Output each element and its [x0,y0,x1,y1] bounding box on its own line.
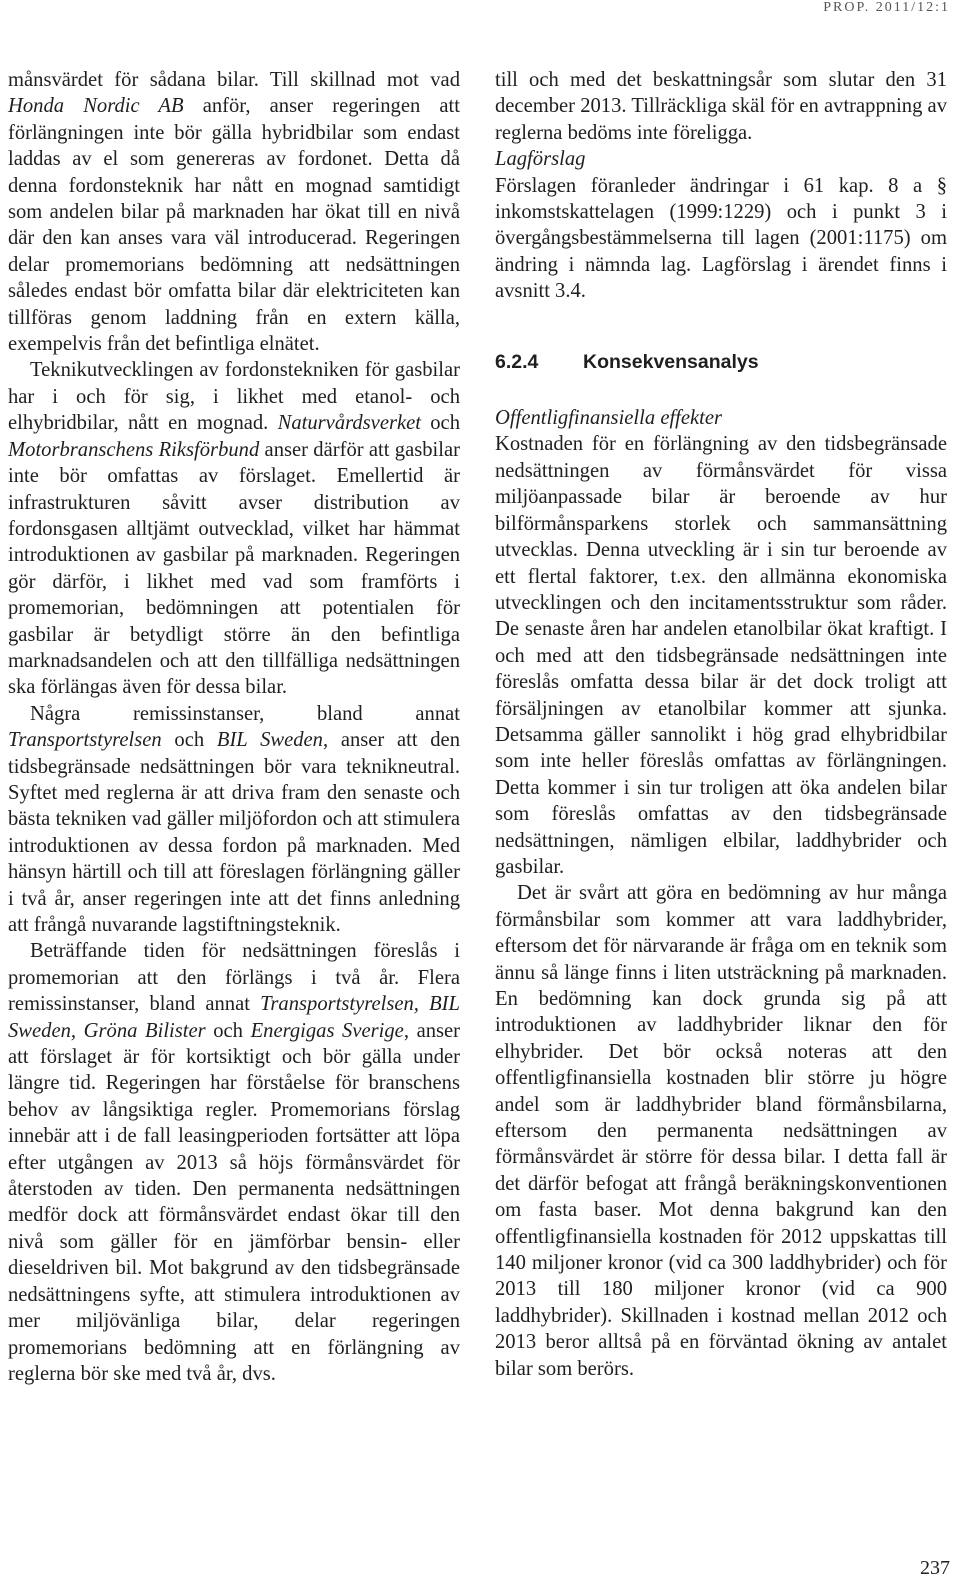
italic-run: Motorbranschens Riksförbund [8,438,260,461]
text-run: Några remissinstanser, bland annat [30,702,460,725]
italic-run: Transportstyrelsen, BIL Sweden, Gröna Bilister [8,993,460,1042]
section-number: 6.2.4 [495,350,539,373]
text-run: och [420,412,460,435]
paragraph [8,701,460,939]
right-column [495,67,947,1382]
left-column [8,67,460,1387]
paragraph: Det är svårt att göra en bedömning av hur många förmånsbilar som kommer att vara laddhybrider, eftersom det för närvarande är fråga om en teknik som ännu så länge finns i liten utsträckning på marknaden. En bedömning kan dock grunda sig på att introduktionen av laddhybrider liknar den för elhybrider. Det bör också noteras att den offentligfinansiella kostnaden blir större ju högre andel som är laddhybrider bland förmånsbilarna, eftersom den permanenta nedsättningen av förmånsvärdet är större för dessa bilar. I detta fall är det därför befogat att frångå beräkningskonventionen om fasta baser. Mot denna bakgrund kan den offentligfinansiella kostnaden för 2012 uppskattas till 140 miljoner kronor (vid ca 300 laddhybrider) och för 2013 till 180 miljoner kronor (vid ca 900 laddhybrider). Skillnaden i kostnad mellan 2012 och 2013 beror alltså på en förväntad ökning av antalet bilar som berörs. [495,882,947,1380]
lagforslag-heading: Lagförslag [495,148,586,171]
paragraph: Kostnaden för en förlängning av den tidsbegränsade nedsättningen av förmånsvärdet för vissa miljöanpassade bilar är beroende av hur bilförmånsparkens storlek och sammansättning utvecklas. Denna utveckling är i sin tur beroende av ett flertal faktorer, t.ex. den allmänna ekonomiska utvecklingen och den incitamentsstruktur som råder. De senaste åren har andelen etanolbilar ökat kraftigt. I och med att den tidsbegränsade nedsättningen inte föreslås omfatta dessa bilar är det dock troligt att försäljningen av etanolbilar kommer att sjunka. Detsamma gäller sannolikt i hög grad elhybridbilar som inte heller föreslås omfattas av förlängningen. Detta kommer i sin tur troligen att öka andelen bilar som föreslås omfattas av den tidsbegränsade nedsättningen, nämligen elbilar, laddhybrider och gasbilar. [495,433,947,878]
text-run: , anser att den tidsbegränsade nedsättningen bör vara teknikneutral. Syftet med reglerna är att driva fram den senaste och bästa tekniken vad gäller miljöfordon och att stimulera introduktionen av dessa fordon på marknaden. Med hänsyn härtill och till att föreslagen förlängning gäller i två år, anser regeringen inte att det finns anledning att frångå nuvarande lagstiftningsteknik. [8,729,460,936]
italic-run: Transportstyrelsen [8,729,162,752]
text-run: och [161,729,217,752]
page-number: 237 [920,1557,950,1579]
running-head: PROP. 2011/12:1 [823,0,950,15]
text-run: månsvärdet för sådana bilar. Till skillnad mot vad [8,69,460,91]
text-run: Teknikutvecklingen av fordonstekniken för gasbilar har i och för sig, i likhet med etanol- och elhybridbilar, nått en mognad. [8,359,460,435]
section-title: Konsekvensanalys [583,350,759,373]
paragraph [8,357,460,700]
text-run: , anser att förslaget är för kortsiktigt och bör gälla under längre tid. Regeringen har förståelse för branschens behov av långsiktiga regler. Promemorians förslag innebär att i de fall leasingperioden fortsätter att löpa efter utgången av 2013 så höjs förmånsvärdet för återstoden av tiden. Den permanenta nedsättningen medför dock att förmånsvärdet endast ökar till den nivå som gäller för en jämförbar bensin- eller dieseldriven bil. Mot bakgrund av den tidsbegränsade nedsättningens syfte, att stimulera introduktionen av mer miljövänliga bilar, delar regeringen promemorians bedömning att en förlängning av reglerna bör ske med två år, dvs. [8,1019,461,1385]
effects-heading: Offentligfinansiella effekter [495,407,723,430]
italic-run: Naturvårdsverket [277,412,421,435]
paragraph: till och med det beskattningsår som slutar den 31 december 2013. Tillräckliga skäl för en avtrappning av reglerna bedöms inte föreligga. [495,69,947,144]
section-heading [495,349,947,375]
paragraph [8,67,460,357]
text-run: Beträffande tiden för nedsättningen föreslås i promemorian att den förlängs i två år. Flera remissinstanser, bland annat [8,940,460,1016]
italic-run: BIL Sweden [216,729,323,752]
italic-run: Honda Nordic AB [8,95,184,118]
paragraph [8,938,460,1387]
paragraph: Förslagen föranleder ändringar i 61 kap. 8 a § inkomstskattelagen (1999:1229) och i punkt 3 i övergångsbestämmelserna till lagen (2001:1175) om ändring i nämnda lag. Lagförslag i ärendet finns i avsnitt 3.4. [495,174,947,303]
italic-run: Energigas Sverige [250,1019,404,1042]
text-run: anför, anser regeringen att förlängningen inte bör gälla hybridbilar som endast laddas av el som genereras av fordonet. Detta då denna fordonsteknik har nått en mognad samtidigt som andelen bilar på marknaden har ökat till en nivå där den kan anses vara väl introducerad. Regeringen delar promemorians bedömning att nedsättningen således endast bör omfatta bilar där elektriciteten kan tillföras genom laddning från en extern källa, exempelvis från det befintliga elnätet. [8,95,460,356]
text-run: anser därför att gasbilar inte bör omfattas av förslaget. Emellertid är infrastrukturen såvitt avser distribution av fordonsgasen alltjämt outvecklad, vilket har hämmat introduktionen av gasbilar på marknaden. Regeringen gör därför, i likhet med vad som framförts i promemorian, bedömningen att potentialen för gasbilar är betydligt större än den befintliga marknadsandelen och att den tillfälliga nedsättningen ska förlängas även för dessa bilar. [8,438,460,699]
text-run: och [205,1019,251,1042]
